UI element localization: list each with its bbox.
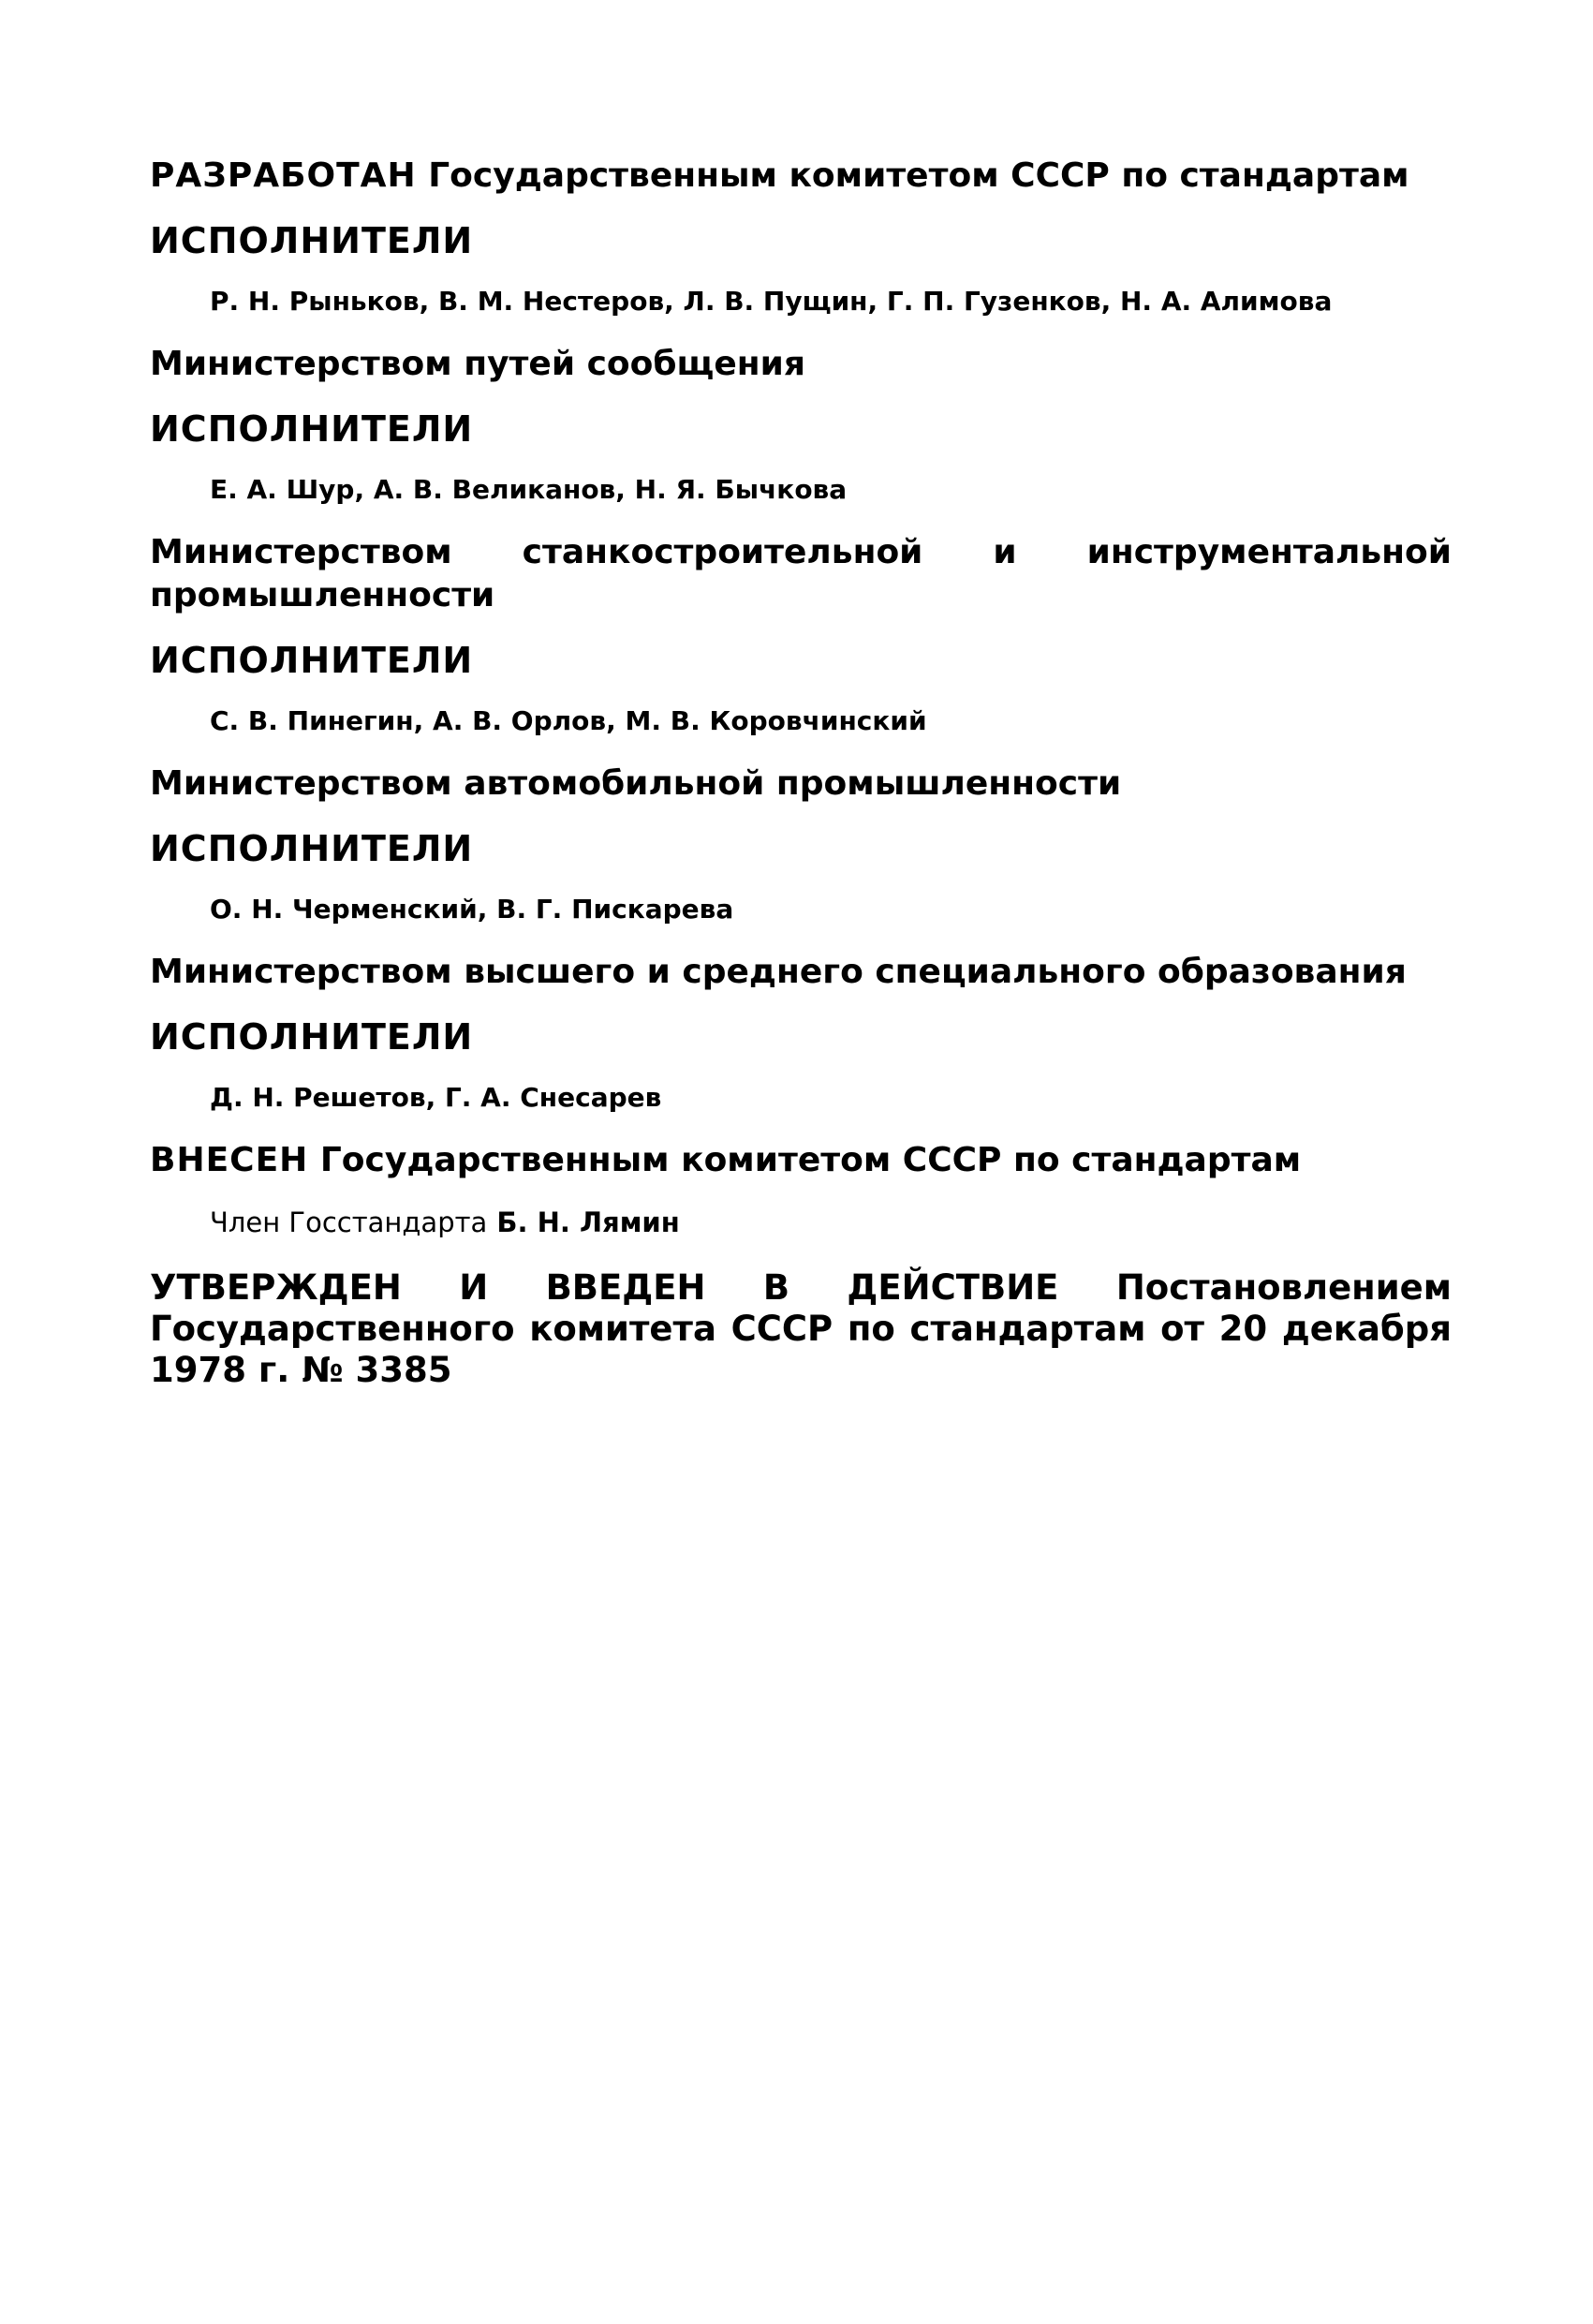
executors-names-5: Д. Н. Решетов, Г. А. Снесарев	[210, 1082, 662, 1113]
executors-names-3: С. В. Пинегин, А. В. Орлов, М. В. Коровчинский	[210, 705, 927, 736]
gosstandart-member	[150, 1204, 1452, 1241]
ministry-railways: Министерством путей сообщения	[150, 345, 805, 383]
developed-org: Государственным комитетом СССР по стандартам	[428, 156, 1409, 195]
developed-keyword: РАЗРАБОТАН	[150, 156, 417, 195]
executors-heading-2: ИСПОЛНИТЕЛИ	[150, 408, 474, 450]
executors-heading-3: ИСПОЛНИТЕЛИ	[150, 640, 474, 681]
approved-text: Постановлением Государственного комитета СССР по стандартам от 20 декабря 1978 г. № 3385	[150, 1267, 1452, 1390]
approved-keyword: УТВЕРЖДЕН И ВВЕДЕН В ДЕЙСТВИЕ	[150, 1267, 1059, 1308]
executors-heading-4: ИСПОЛНИТЕЛИ	[150, 828, 474, 869]
introduced-keyword: ВНЕСЕН	[150, 1141, 309, 1179]
ministry-higher-education: Министерством высшего и среднего специального образования	[150, 953, 1407, 991]
ministry-automotive: Министерством автомобильной промышленности	[150, 764, 1122, 803]
approved-statement	[150, 1267, 1452, 1391]
introduced-org: Государственным комитетом СССР по стандартам	[319, 1141, 1302, 1179]
developed-line	[150, 155, 1452, 198]
member-name: Б. Н. Лямин	[496, 1206, 680, 1238]
document-page	[150, 155, 1452, 1391]
introduced-line	[150, 1139, 1452, 1182]
ministry-machine-tools: Министерством станкостроительной и инструментальной промышленности	[150, 533, 1452, 614]
executors-heading-5: ИСПОЛНИТЕЛИ	[150, 1016, 474, 1058]
executors-names-1: Р. Н. Рыньков, В. М. Нестеров, Л. В. Пущин, Г. П. Гузенков, Н. А. Алимова	[210, 286, 1333, 317]
executors-names-2: Е. А. Шур, А. В. Великанов, Н. Я. Бычкова	[210, 474, 848, 505]
executors-heading-1: ИСПОЛНИТЕЛИ	[150, 220, 474, 261]
member-label: Член Госстандарта	[210, 1206, 488, 1238]
executors-names-4: О. Н. Черменский, В. Г. Пискарева	[210, 894, 734, 925]
